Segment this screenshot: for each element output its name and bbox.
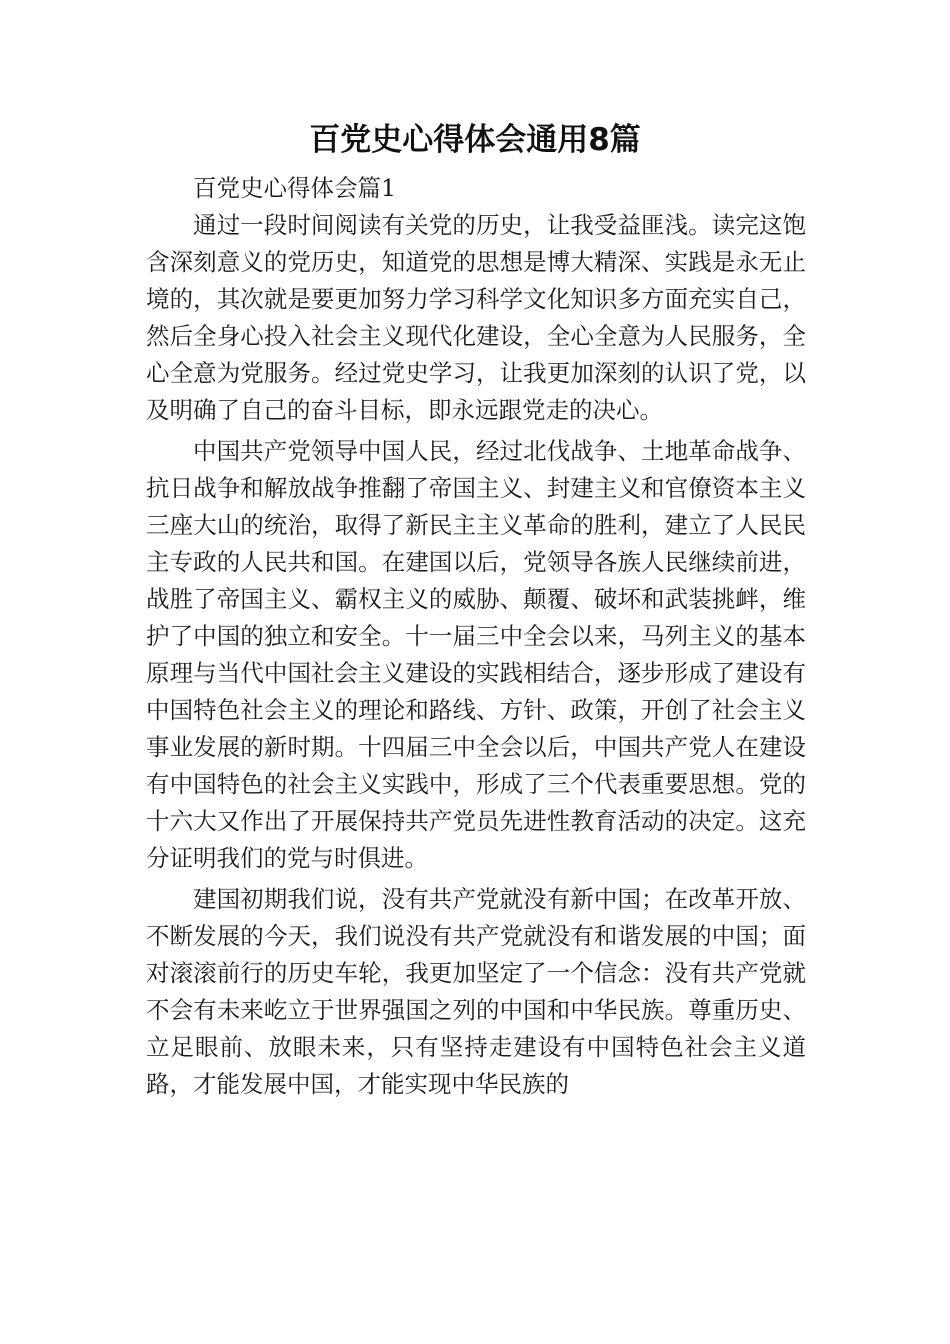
- paragraph-2: 中国共产党领导中国人民，经过北伐战争、土地革命战争、抗日战争和解放战争推翻了帝国主义、封建主义和官僚资本主义三座大山的统治，取得了新民主主义革命的胜利，建立了人民民主专政的人民共和国。在建国以后，党领导各族人民继续前进，战胜了帝国主义、霸权主义的威胁、颠覆、破坏和武装挑衅，维护了中国的独立和安全。十一届三中全会以来，马列主义的基本原理与当代中国社会主义建设的实践相结合，逐步形成了建设有中国特色社会主义的理论和路线、方针、政策，开创了社会主义事业发展的新时期。十四届三中全会以后，中国共产党人在建设有中国特色的社会主义实践中，形成了三个代表重要思想。党的十六大又作出了开展保持共产党员先进性教育活动的决定。这充分证明我们的党与时俱进。: [146, 437, 806, 872]
- paragraph-3: 建国初期我们说，没有共产党就没有新中国；在改革开放、不断发展的今天，我们说没有共产党就没有和谐发展的中国；面对滚滚前行的历史车轮，我更加坚定了一个信念：没有共产党就不会有未来屹立于世界强国之列的中国和中华民族。尊重历史、立足眼前、放眼未来，只有坚持走建设有中国特色社会主义道路，才能发展中国，才能实现中华民族的: [146, 885, 806, 1098]
- document-title: 百党史心得体会通用8篇: [309, 122, 641, 158]
- document-body: [146, 170, 806, 1107]
- paragraph-1: 通过一段时间阅读有关党的历史，让我受益匪浅。读完这饱含深刻意义的党历史，知道党的思想是博大精深、实践是永无止境的，其次就是要更加努力学习科学文化知识多方面充实自己，然后全身心投入社会主义现代化建设，全心全意为人民服务，全心全意为党服务。经过党史学习，让我更加深刻的认识了党，以及明确了自己的奋斗目标，即永远跟党走的决心。: [146, 211, 806, 424]
- section-heading: 百党史心得体会篇1: [193, 174, 396, 202]
